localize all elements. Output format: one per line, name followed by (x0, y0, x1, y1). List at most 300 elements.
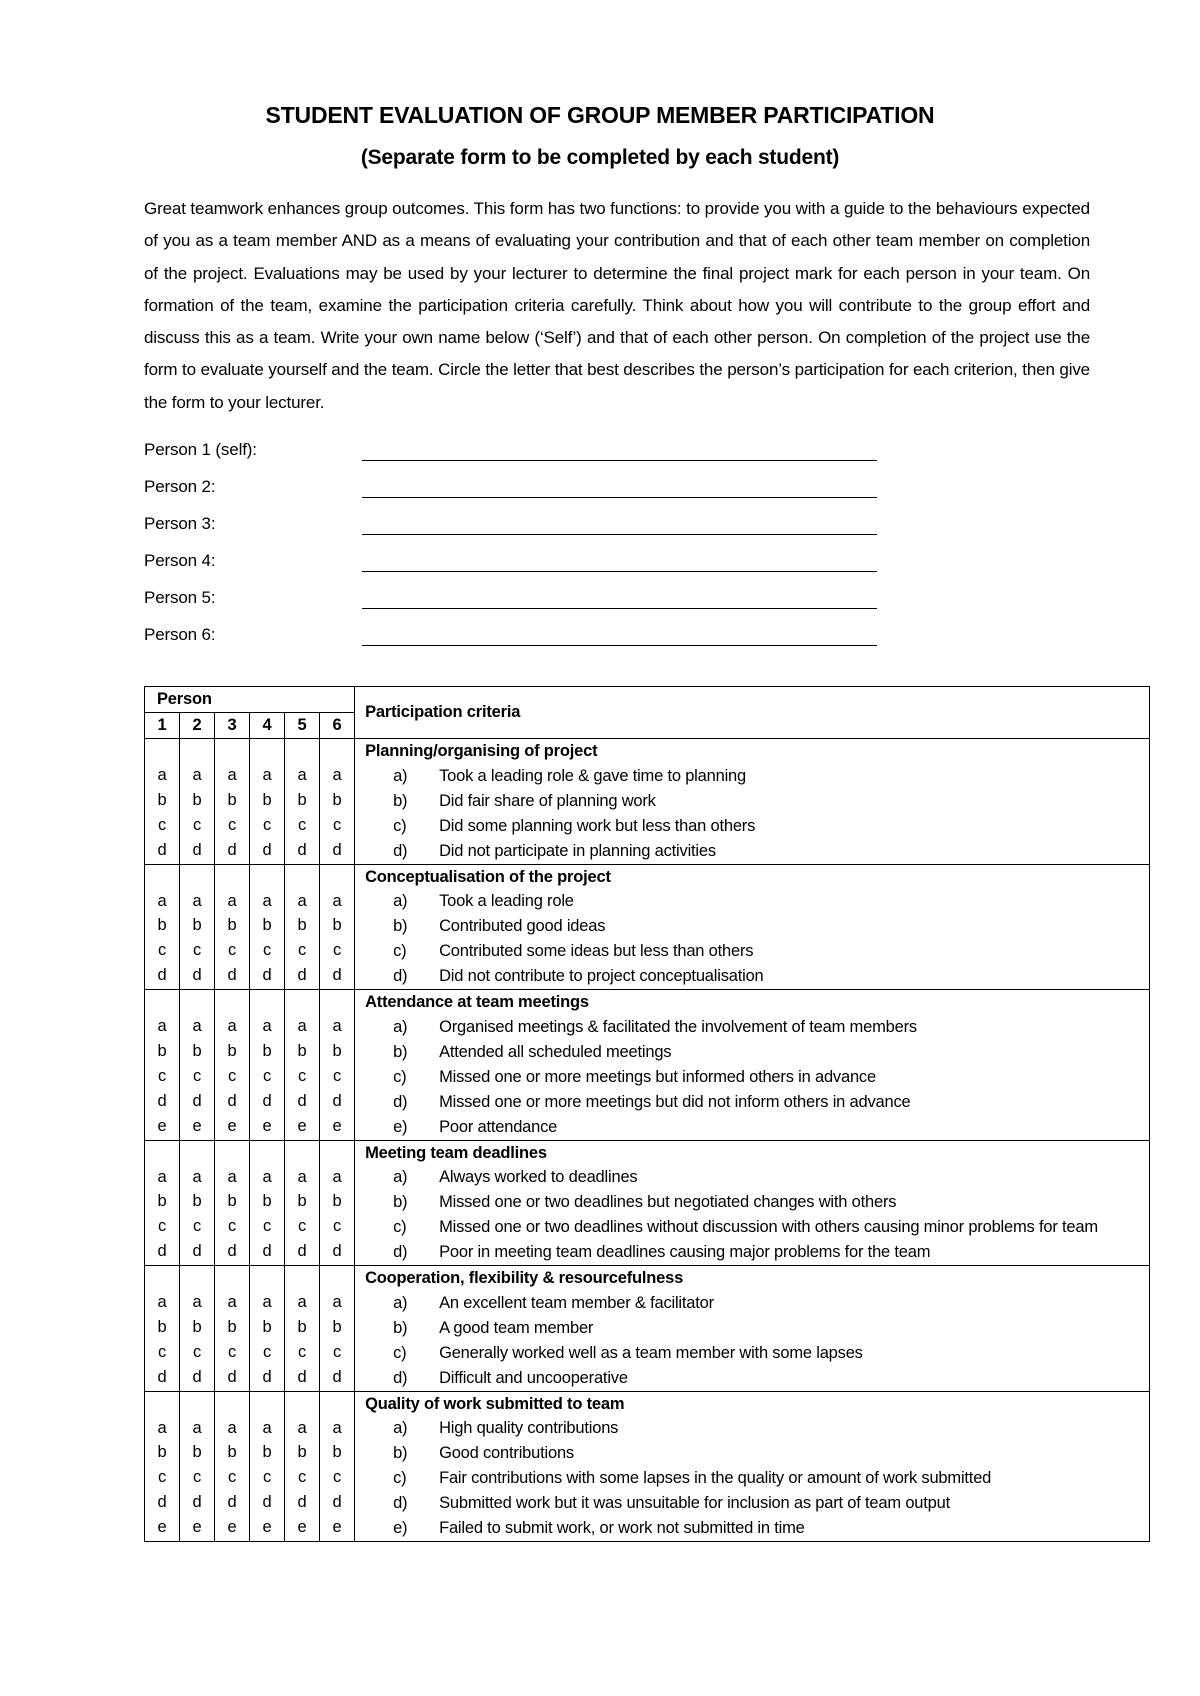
rating-letter[interactable]: d (297, 840, 307, 859)
rating-letter[interactable]: d (262, 1493, 272, 1512)
option-text: Failed to submit work, or work not submitted in time (439, 1519, 805, 1538)
rating-letter[interactable]: b (262, 1041, 272, 1060)
rating-letter[interactable]: b (157, 1192, 167, 1211)
rating-letter[interactable]: b (227, 1317, 237, 1336)
rating-letter[interactable]: c (192, 1342, 202, 1361)
person-name-row (144, 588, 884, 625)
participation-table (144, 686, 1150, 1542)
rating-letter[interactable]: c (262, 815, 272, 834)
rating-letter[interactable]: d (332, 966, 342, 985)
criterion-option (365, 1516, 1149, 1541)
rating-letter[interactable]: a (297, 766, 307, 784)
rating-letter[interactable]: d (192, 1091, 202, 1110)
person-name-row (144, 477, 884, 514)
rating-letter[interactable]: d (297, 966, 307, 985)
criterion-option (365, 1441, 1149, 1466)
person-6-rating-cell (320, 864, 355, 990)
rating-letter[interactable]: b (192, 1317, 202, 1336)
criterion-row (145, 990, 1150, 1140)
criterion-option (365, 1065, 1149, 1090)
criterion-title: Meeting team deadlines (365, 1143, 547, 1162)
option-letter: a) (393, 892, 408, 911)
person-5-rating-cell (285, 1140, 320, 1266)
option-letter: b) (393, 1318, 408, 1337)
criterion-option (365, 1040, 1149, 1065)
person-name-label: Person 1 (self): (144, 440, 257, 459)
rating-letter[interactable]: c (333, 1468, 342, 1487)
option-letter: a) (393, 766, 408, 785)
rating-letter[interactable]: a (227, 1418, 237, 1437)
person-6-rating-cell (320, 1266, 355, 1392)
option-text: Took a leading role & gave time to planning (439, 766, 747, 785)
rating-letter[interactable]: e (262, 1116, 272, 1135)
rating-letter[interactable]: d (192, 1367, 202, 1386)
rating-letter[interactable]: e (332, 1518, 342, 1537)
rating-letter[interactable]: d (157, 840, 167, 859)
rating-letter[interactable]: e (297, 1518, 307, 1537)
person-4-rating-cell (250, 1266, 285, 1392)
criterion-row (145, 864, 1150, 990)
rating-letter[interactable]: a (262, 1167, 272, 1186)
criterion-cell (355, 990, 1150, 1140)
criterion-option (365, 764, 1149, 789)
rating-letter[interactable]: c (192, 1217, 202, 1236)
criterion-cell (355, 1266, 1150, 1392)
rating-letter[interactable]: c (192, 1066, 202, 1085)
rating-letter[interactable]: b (262, 790, 272, 809)
criterion-option (365, 889, 1149, 914)
rating-letter[interactable]: b (332, 916, 342, 935)
rating-letter[interactable]: e (227, 1116, 237, 1135)
rating-letter[interactable]: d (262, 966, 272, 985)
rating-letter[interactable]: a (227, 1167, 237, 1186)
rating-letter[interactable]: b (227, 916, 237, 935)
rating-letter[interactable]: a (297, 1167, 307, 1186)
rating-letter[interactable]: a (262, 1418, 272, 1437)
person-name-blank[interactable] (362, 571, 877, 572)
rating-letter[interactable]: c (297, 1066, 307, 1085)
criterion-option (365, 1165, 1149, 1190)
rating-letter[interactable]: d (262, 1242, 272, 1261)
person-name-row (144, 440, 884, 477)
rating-letter[interactable]: a (192, 1017, 202, 1036)
criterion-title: Quality of work submitted to team (365, 1394, 625, 1413)
person-4-rating-cell (250, 1391, 285, 1541)
person-5-rating-cell (285, 1266, 320, 1392)
person-3-rating-cell (215, 864, 250, 990)
option-letter: b) (393, 1042, 408, 1061)
rating-letter[interactable]: c (262, 1468, 272, 1487)
criterion-title: Cooperation, flexibility & resourcefulness (365, 1269, 684, 1288)
option-text: An excellent team member & facilitator (439, 1293, 714, 1312)
criterion-option (365, 1090, 1149, 1115)
person-2-rating-cell (180, 739, 215, 865)
rating-letter[interactable]: a (192, 766, 202, 784)
person-2-rating-cell (180, 1391, 215, 1541)
rating-letter[interactable]: a (262, 766, 272, 784)
person-name-blank[interactable] (362, 497, 877, 498)
rating-letter[interactable]: a (157, 1418, 167, 1437)
rating-letter[interactable]: b (332, 790, 342, 809)
rating-letter[interactable]: a (157, 766, 167, 784)
rating-letter[interactable]: d (332, 1091, 342, 1110)
rating-letter[interactable]: b (192, 1443, 202, 1462)
rating-letter[interactable]: a (227, 1293, 237, 1312)
rating-letter[interactable]: c (333, 1342, 342, 1361)
rating-letter[interactable]: a (262, 891, 272, 910)
rating-letter[interactable]: e (192, 1116, 202, 1135)
rating-letter[interactable]: a (157, 1017, 167, 1036)
person-name-row (144, 625, 884, 662)
rating-letter[interactable]: e (262, 1518, 272, 1537)
person-number-4: 4 (250, 713, 285, 739)
person-6-rating-cell (320, 1140, 355, 1266)
option-text: Organised meetings & facilitated the involvement of team members (439, 1017, 917, 1036)
criterion-option (365, 1466, 1149, 1491)
option-letter: a) (393, 1017, 408, 1036)
rating-letter[interactable]: e (227, 1518, 237, 1537)
person-5-rating-cell (285, 739, 320, 865)
rating-letter[interactable]: c (297, 815, 307, 834)
rating-letter[interactable]: d (297, 1493, 307, 1512)
rating-letter[interactable]: b (227, 1192, 237, 1211)
option-letter: a) (393, 1168, 408, 1187)
rating-letter[interactable]: d (192, 1493, 202, 1512)
person-name-blank[interactable] (362, 608, 877, 609)
option-letter: a) (393, 1293, 408, 1312)
rating-letter[interactable]: b (227, 790, 237, 809)
rating-letter[interactable]: d (227, 966, 237, 985)
option-text: Poor attendance (439, 1117, 558, 1136)
rating-letter[interactable]: a (192, 1418, 202, 1437)
criterion-option (365, 1215, 1149, 1240)
person-1-rating-cell (145, 1266, 180, 1392)
criterion-cell (355, 1140, 1150, 1266)
rating-letter[interactable]: d (157, 1493, 167, 1512)
rating-letter[interactable]: c (262, 1342, 272, 1361)
option-letter: b) (393, 1444, 408, 1463)
person-3-rating-cell (215, 1266, 250, 1392)
rating-letter[interactable]: a (297, 1293, 307, 1312)
option-letter: c) (393, 816, 407, 835)
option-text: Missed one or two deadlines but negotiated changes with others (439, 1193, 897, 1212)
rating-letter[interactable]: d (157, 966, 167, 985)
rating-letter[interactable]: b (227, 1443, 237, 1462)
rating-letter[interactable]: d (297, 1091, 307, 1110)
criterion-row (145, 1266, 1150, 1392)
rating-letter[interactable]: b (332, 1192, 342, 1211)
rating-letter[interactable]: d (227, 1242, 237, 1261)
rating-letter[interactable]: d (227, 1493, 237, 1512)
person-1-rating-cell (145, 864, 180, 990)
person-3-rating-cell (215, 739, 250, 865)
rating-letter[interactable]: b (157, 1317, 167, 1336)
rating-letter[interactable]: c (157, 941, 167, 960)
rating-letter[interactable]: b (157, 1041, 167, 1060)
criterion-row (145, 1391, 1150, 1541)
rating-letter[interactable]: d (157, 1091, 167, 1110)
criterion-option (365, 1341, 1149, 1366)
criterion-row (145, 1140, 1150, 1266)
person-5-rating-cell (285, 990, 320, 1140)
person-name-row (144, 551, 884, 588)
rating-letter[interactable]: d (262, 1367, 272, 1386)
person-name-label: Person 4: (144, 551, 216, 570)
rating-letter[interactable]: b (157, 790, 167, 809)
rating-letter[interactable]: a (332, 891, 342, 910)
option-text: Always worked to deadlines (439, 1168, 638, 1187)
rating-letter[interactable]: d (332, 1367, 342, 1386)
option-text: Did not participate in planning activities (439, 841, 716, 860)
rating-letter[interactable]: c (227, 1217, 237, 1236)
rating-letter[interactable]: c (227, 941, 237, 960)
rating-letter[interactable]: b (192, 1041, 202, 1060)
rating-letter[interactable]: c (333, 1217, 342, 1236)
option-letter: c) (393, 1343, 407, 1362)
person-name-blank[interactable] (362, 460, 877, 461)
rating-letter[interactable]: a (227, 891, 237, 910)
option-text: Did not contribute to project conceptualisation (439, 967, 764, 986)
rating-letter[interactable]: b (262, 1192, 272, 1211)
option-letter: d) (393, 1494, 408, 1513)
rating-letter[interactable]: d (262, 840, 272, 859)
rating-letter[interactable]: a (157, 1167, 167, 1186)
option-letter: c) (393, 1218, 407, 1237)
rating-letter[interactable]: e (157, 1518, 167, 1537)
rating-letter[interactable]: b (262, 1443, 272, 1462)
rating-letter[interactable]: c (333, 815, 342, 834)
option-letter: d) (393, 1092, 408, 1111)
rating-letter[interactable]: c (227, 1066, 237, 1085)
rating-letter[interactable]: d (157, 1367, 167, 1386)
criterion-option (365, 1291, 1149, 1316)
person-name-label: Person 2: (144, 477, 216, 496)
rating-letter[interactable]: c (297, 1468, 307, 1487)
rating-letter[interactable]: a (192, 1293, 202, 1312)
option-letter: b) (393, 1193, 408, 1212)
rating-letter[interactable]: c (262, 1217, 272, 1236)
option-letter: c) (393, 942, 407, 961)
person-number-3: 3 (215, 713, 250, 739)
rating-letter[interactable]: b (297, 790, 307, 809)
form-subtitle: (Separate form to be completed by each student) (360, 146, 840, 169)
form-title: STUDENT EVALUATION OF GROUP MEMBER PARTICIPATION (265, 102, 935, 128)
person-2-rating-cell (180, 1266, 215, 1392)
person-number-1: 1 (145, 713, 180, 739)
criterion-option (365, 939, 1149, 964)
rating-letter[interactable]: b (332, 1443, 342, 1462)
person-name-row (144, 514, 884, 551)
rating-letter[interactable]: d (332, 1493, 342, 1512)
person-2-rating-cell (180, 864, 215, 990)
intro-paragraph: Great teamwork enhances group outcomes. This form has two functions: to provide you with a guide to the behaviours expected of you as a team member AND as a means of evaluating your contribution and that of each other team member on completion of the project. Evaluations may be used by your lecturer to determine the final project mark for each person in your team. On formation of the team, examine the participation criteria carefully. Think about how you will contribute to the group effort and discuss this as a team. Write your own name below (‘Self’) and that of each other person. On completion of the project use the form to evaluate yourself and the team. Circle the letter that best describes the person’s participation for each criterion, then give the form to your lecturer. (144, 199, 1090, 412)
rating-letter[interactable]: b (192, 916, 202, 935)
criteria-header: Participation criteria (355, 687, 1150, 739)
option-text: Attended all scheduled meetings (439, 1042, 672, 1061)
person-4-rating-cell (250, 739, 285, 865)
option-text: Took a leading role (439, 892, 574, 911)
rating-letter[interactable]: b (192, 790, 202, 809)
rating-letter[interactable]: b (332, 1317, 342, 1336)
rating-letter[interactable]: c (262, 941, 272, 960)
option-text: Poor in meeting team deadlines causing major problems for the team (439, 1243, 931, 1262)
rating-letter[interactable]: d (227, 1091, 237, 1110)
option-text: Difficult and uncooperative (439, 1368, 628, 1387)
rating-letter[interactable]: b (157, 916, 167, 935)
option-letter: e) (393, 1519, 408, 1538)
rating-letter[interactable]: e (157, 1116, 167, 1135)
rating-letter[interactable]: c (192, 941, 202, 960)
rating-letter[interactable]: c (157, 815, 167, 834)
person-2-rating-cell (180, 1140, 215, 1266)
option-letter: c) (393, 1469, 407, 1488)
rating-letter[interactable]: b (192, 1192, 202, 1211)
rating-letter[interactable]: d (332, 1242, 342, 1261)
rating-letter[interactable]: c (227, 815, 237, 834)
person-names-list (144, 440, 884, 662)
rating-letter[interactable]: c (262, 1066, 272, 1085)
person-number-5: 5 (285, 713, 320, 739)
rating-letter[interactable]: b (297, 1443, 307, 1462)
rating-letter[interactable]: a (332, 1167, 342, 1186)
criterion-cell (355, 1391, 1150, 1541)
rating-letter[interactable]: c (297, 941, 307, 960)
rating-letter[interactable]: a (297, 891, 307, 910)
option-letter: d) (393, 1243, 408, 1262)
rating-letter[interactable]: a (227, 766, 237, 784)
person-3-rating-cell (215, 1391, 250, 1541)
person-1-rating-cell (145, 739, 180, 865)
option-text: Contributed good ideas (439, 917, 606, 936)
rating-letter[interactable]: a (332, 766, 342, 784)
rating-letter[interactable]: d (192, 840, 202, 859)
option-letter: c) (393, 1067, 407, 1086)
rating-letter[interactable]: d (192, 1242, 202, 1261)
rating-letter[interactable]: d (192, 966, 202, 985)
rating-letter[interactable]: b (297, 1317, 307, 1336)
option-letter: d) (393, 841, 408, 860)
rating-letter[interactable]: a (297, 1418, 307, 1437)
rating-letter[interactable]: d (297, 1242, 307, 1261)
rating-letter[interactable]: a (157, 1293, 167, 1312)
rating-letter[interactable]: a (332, 1017, 342, 1036)
rating-letter[interactable]: b (297, 916, 307, 935)
rating-letter[interactable]: a (332, 1418, 342, 1437)
criterion-cell (355, 864, 1150, 990)
person-3-rating-cell (215, 1140, 250, 1266)
criterion-option (365, 789, 1149, 814)
person-1-rating-cell (145, 990, 180, 1140)
rating-letter[interactable]: b (297, 1192, 307, 1211)
rating-letter[interactable]: a (227, 1017, 237, 1036)
rating-letter[interactable]: a (297, 1017, 307, 1036)
criterion-option (365, 1190, 1149, 1215)
person-1-rating-cell (145, 1391, 180, 1541)
person-number-2: 2 (180, 713, 215, 739)
option-text: Did some planning work but less than others (439, 816, 756, 835)
option-text: Missed one or more meetings but informed others in advance (439, 1067, 876, 1086)
person-number-6: 6 (320, 713, 355, 739)
person-name-blank[interactable] (362, 534, 877, 535)
rating-letter[interactable]: e (297, 1116, 307, 1135)
criterion-option (365, 839, 1149, 864)
rating-letter[interactable]: d (227, 840, 237, 859)
criterion-option (365, 1366, 1149, 1391)
rating-letter[interactable]: b (262, 916, 272, 935)
criterion-cell (355, 739, 1150, 865)
rating-letter[interactable]: c (297, 1342, 307, 1361)
option-text: Generally worked well as a team member with some lapses (439, 1343, 863, 1362)
rating-letter[interactable]: c (227, 1342, 237, 1361)
person-6-rating-cell (320, 1391, 355, 1541)
option-text: Good contributions (439, 1444, 574, 1463)
option-text: A good team member (439, 1318, 594, 1337)
rating-letter[interactable]: c (333, 1066, 342, 1085)
rating-letter[interactable]: b (227, 1041, 237, 1060)
criterion-title: Conceptualisation of the project (365, 867, 611, 886)
option-letter: a) (393, 1419, 408, 1438)
rating-letter[interactable]: a (192, 1167, 202, 1186)
rating-letter[interactable]: b (332, 1041, 342, 1060)
person-name-label: Person 3: (144, 514, 216, 533)
rating-letter[interactable]: d (262, 1091, 272, 1110)
rating-letter[interactable]: a (157, 891, 167, 910)
criterion-title: Planning/organising of project (365, 742, 598, 760)
option-letter: e) (393, 1117, 408, 1136)
option-letter: d) (393, 1368, 408, 1387)
criterion-row (145, 739, 1150, 865)
rating-letter[interactable]: d (297, 1367, 307, 1386)
option-text: Submitted work but it was unsuitable for inclusion as part of team output (439, 1494, 950, 1513)
rating-letter[interactable]: d (157, 1242, 167, 1261)
rating-letter[interactable]: c (157, 1342, 167, 1361)
criterion-option (365, 964, 1149, 989)
criterion-option (365, 1240, 1149, 1265)
rating-letter[interactable]: e (332, 1116, 342, 1135)
rating-letter[interactable]: b (297, 1041, 307, 1060)
option-text: Did fair share of planning work (439, 791, 656, 810)
rating-letter[interactable]: c (192, 1468, 202, 1487)
person-6-rating-cell (320, 739, 355, 865)
option-text: Missed one or two deadlines without discussion with others causing minor problems for team (439, 1218, 1098, 1237)
rating-letter[interactable]: c (297, 1217, 307, 1236)
rating-letter[interactable]: a (332, 1293, 342, 1312)
rating-letter[interactable]: b (157, 1443, 167, 1462)
rating-letter[interactable]: d (227, 1367, 237, 1386)
rating-letter[interactable]: a (262, 1017, 272, 1036)
criterion-option (365, 1316, 1149, 1341)
rating-letter[interactable]: c (227, 1468, 237, 1487)
criterion-option (365, 814, 1149, 839)
rating-letter[interactable]: a (262, 1293, 272, 1312)
person-6-rating-cell (320, 990, 355, 1140)
option-text: High quality contributions (439, 1419, 619, 1438)
rating-letter[interactable]: d (332, 840, 342, 859)
rating-letter[interactable]: e (192, 1518, 202, 1537)
person-header: Person (145, 687, 355, 713)
option-letter: b) (393, 917, 408, 936)
rating-letter[interactable]: c (157, 1468, 167, 1487)
rating-letter[interactable]: c (157, 1066, 167, 1085)
rating-letter[interactable]: c (192, 815, 202, 834)
person-name-blank[interactable] (362, 645, 877, 646)
rating-letter[interactable]: c (157, 1217, 167, 1236)
option-letter: d) (393, 967, 408, 986)
rating-letter[interactable]: b (262, 1317, 272, 1336)
rating-letter[interactable]: c (333, 941, 342, 960)
criterion-option (365, 1491, 1149, 1516)
rating-letter[interactable]: a (192, 891, 202, 910)
